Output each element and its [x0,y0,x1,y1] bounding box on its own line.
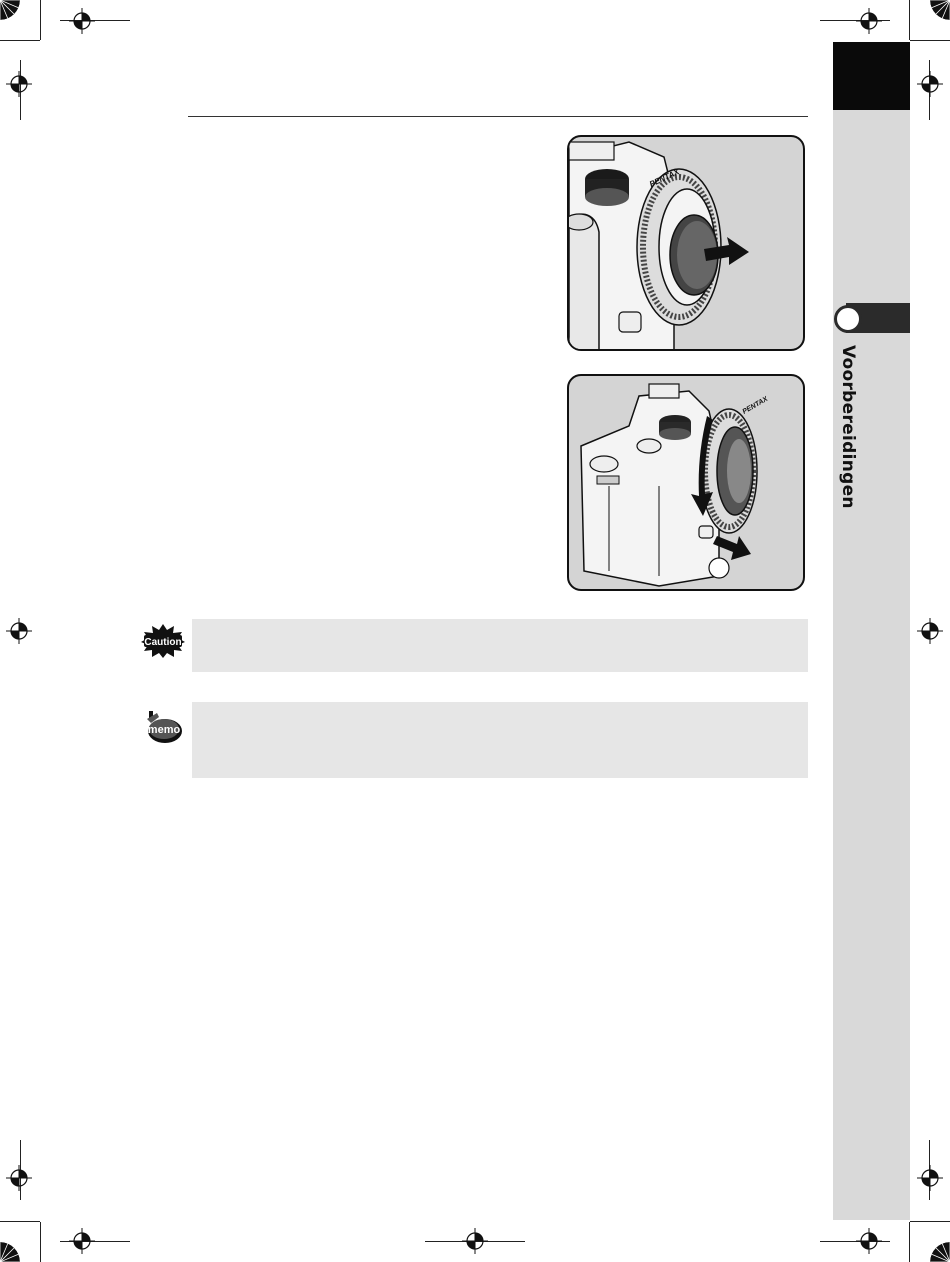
registration-mark-icon [917,618,943,644]
camera-body-cap-image [569,137,805,351]
brand-logo-text: PENTAX [648,167,681,189]
chapter-label: Voorbereidingen [838,345,858,509]
crop-line [0,40,40,41]
registration-mark-icon [69,8,95,34]
caution-icon [140,623,186,659]
crop-line [909,0,910,40]
section-rule [188,116,808,117]
chapter-side-tab-header [833,42,910,110]
registration-mark-icon [69,1228,95,1254]
corner-disc-icon [0,0,20,20]
corner-disc-icon [0,1242,20,1262]
registration-mark-icon [6,1165,32,1191]
memo-box [192,702,808,778]
brand-logo-text: PENTAX [741,395,770,416]
registration-mark-icon [856,1228,882,1254]
corner-disc-icon [930,1242,950,1262]
camera-attach-image [569,376,805,591]
corner-disc-icon [930,0,950,20]
registration-mark-icon [917,71,943,97]
caution-icon-label: Caution [144,637,182,648]
crop-line [910,1221,950,1222]
illustration-attach-lens [567,374,805,591]
crop-line [909,1222,910,1262]
registration-mark-icon [856,8,882,34]
crop-line [40,1222,41,1262]
registration-mark-icon [462,1228,488,1254]
illustration-remove-body-cap [567,135,805,351]
registration-mark-icon [6,71,32,97]
crop-line [0,1221,40,1222]
chapter-number-circle [834,305,862,333]
memo-icon [143,709,183,745]
crop-line [40,0,41,40]
registration-mark-icon [6,618,32,644]
crop-line [910,40,950,41]
memo-icon-label: memo [147,724,181,736]
caution-box [192,619,808,672]
registration-mark-icon [917,1165,943,1191]
chapter-side-tab [833,42,910,1220]
